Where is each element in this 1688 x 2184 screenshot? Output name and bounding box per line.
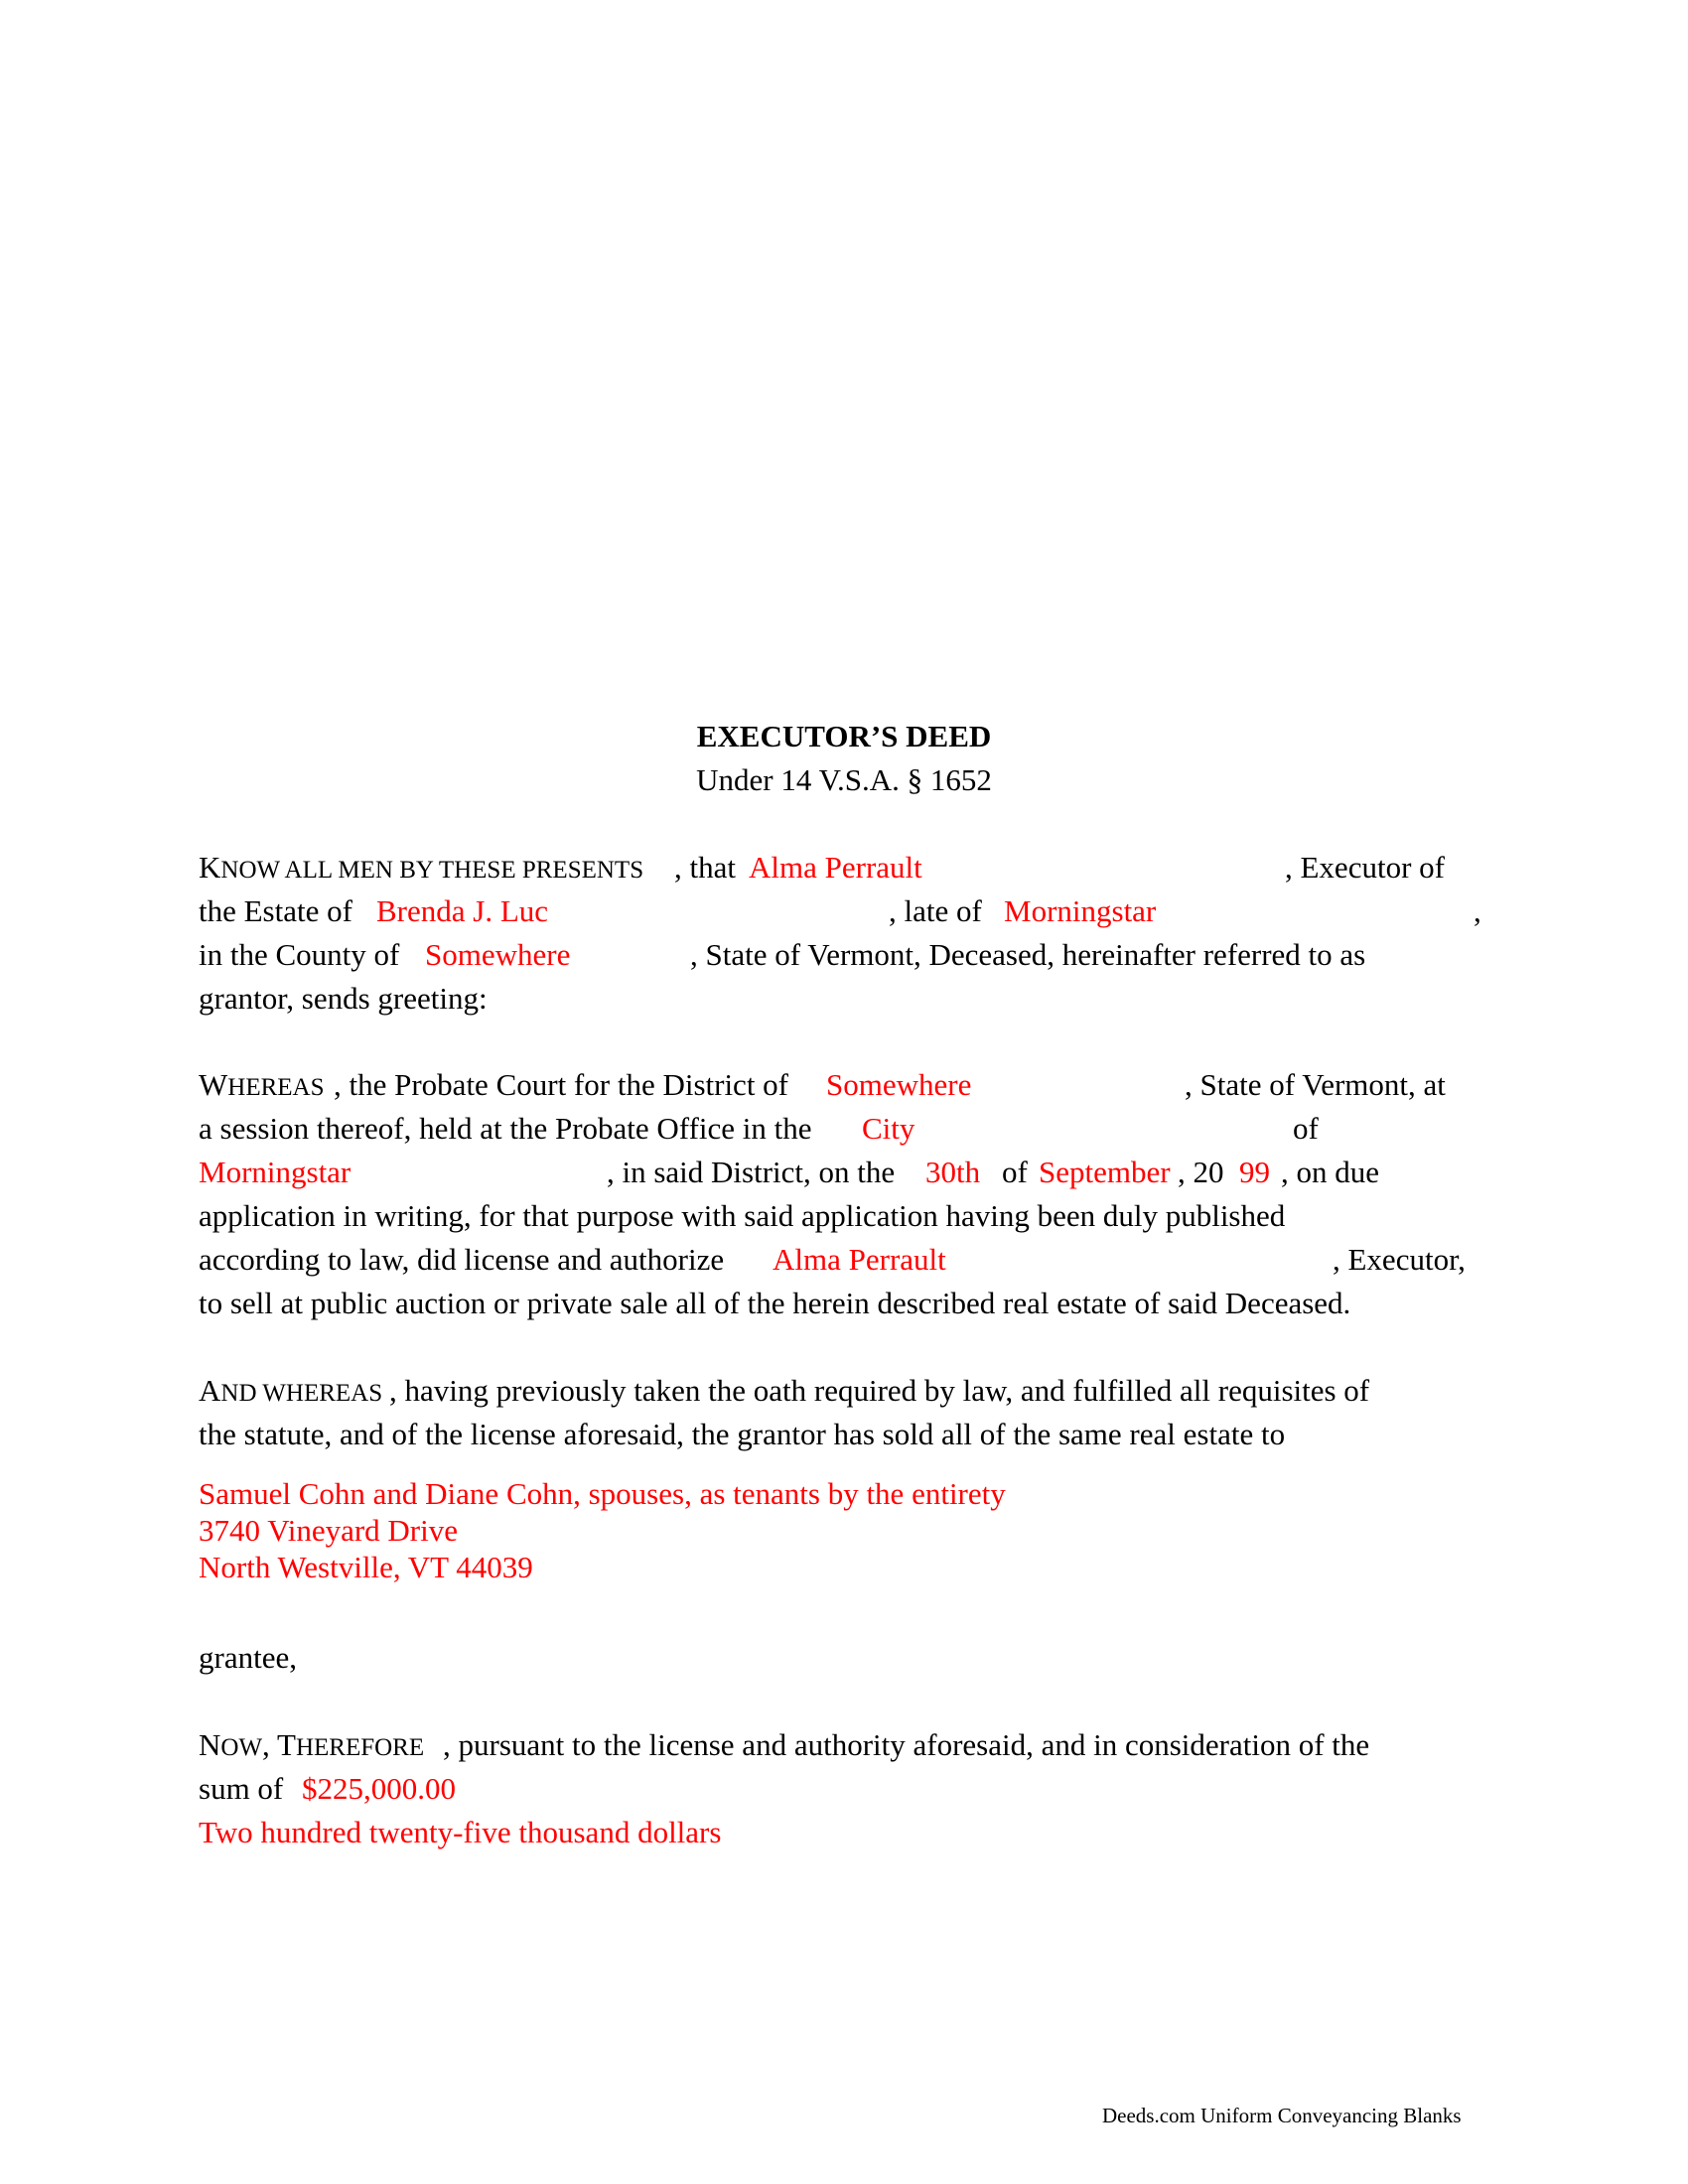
text-fragment: sum of xyxy=(199,1771,284,1806)
text-fragment: , having previously taken the oath required by law, and fulfilled all requisites of xyxy=(389,1373,1370,1408)
paragraph-and-whereas xyxy=(199,1369,1489,1456)
text-fragment: the statute, and of the license aforesaid, the grantor has sold all of the same real estate to xyxy=(199,1417,1286,1451)
text-fragment: , 20 xyxy=(1178,1155,1224,1189)
text-fragment: , xyxy=(1474,893,1481,928)
municipality-type-field[interactable]: City xyxy=(862,1111,915,1146)
text-fragment: of xyxy=(1293,1111,1319,1146)
lead-smallcaps: WHEREAS xyxy=(199,1067,325,1102)
lead-smallcaps: NOW, THEREFORE xyxy=(199,1727,425,1762)
text-fragment: , Executor of xyxy=(1285,850,1445,885)
text-fragment: application in writing, for that purpose with said application having been duly published xyxy=(199,1198,1286,1233)
text-fragment: , State of Vermont, Deceased, hereinafter referred to as xyxy=(690,937,1366,972)
grantee-street-field[interactable]: 3740 Vineyard Drive xyxy=(199,1513,459,1548)
grantee-label-block xyxy=(199,1636,1489,1680)
grantee-block xyxy=(199,1475,1489,1585)
text-fragment: , Executor, xyxy=(1333,1242,1466,1277)
paragraph-know-all-men xyxy=(199,846,1489,1021)
district-field[interactable]: Somewhere xyxy=(826,1067,972,1102)
executor-name-field[interactable]: Alma Perrault xyxy=(749,850,922,885)
year-field[interactable]: 99 xyxy=(1239,1155,1270,1189)
month-field[interactable]: September xyxy=(1039,1155,1171,1189)
text-fragment: , pursuant to the license and authority aforesaid, and in consideration of the xyxy=(443,1727,1370,1762)
text-fragment: the Estate of xyxy=(199,893,352,928)
amount-field[interactable]: $225,000.00 xyxy=(302,1771,456,1806)
executor-name-field-2[interactable]: Alma Perrault xyxy=(773,1242,946,1277)
text-fragment: , late of xyxy=(889,893,982,928)
text-fragment: a session thereof, held at the Probate Office in the xyxy=(199,1111,812,1146)
footer-text: Deeds.com Uniform Conveyancing Blanks xyxy=(1102,2104,1462,2127)
county-field[interactable]: Somewhere xyxy=(425,937,571,972)
text-fragment: grantor, sends greeting: xyxy=(199,981,488,1016)
text-fragment: , the Probate Court for the District of xyxy=(334,1067,789,1102)
lead-smallcaps: AND WHEREAS xyxy=(199,1373,383,1408)
lead-smallcaps: KNOW ALL MEN BY THESE PRESENTS xyxy=(199,850,644,885)
text-fragment: , that xyxy=(674,850,736,885)
text-fragment: according to law, did license and authorize xyxy=(199,1242,725,1277)
amount-words-field[interactable]: Two hundred twenty-five thousand dollars xyxy=(199,1815,722,1849)
municipality-field[interactable]: Morningstar xyxy=(199,1155,352,1189)
document-subtitle: Under 14 V.S.A. § 1652 xyxy=(696,762,992,797)
text-fragment: , State of Vermont, at xyxy=(1185,1067,1446,1102)
text-fragment: in the County of xyxy=(199,937,400,972)
grantee-names-field[interactable]: Samuel Cohn and Diane Cohn, spouses, as tenants by the entirety xyxy=(199,1476,1006,1511)
text-fragment: to sell at public auction or private sale all of the herein described real estate of said Deceased. xyxy=(199,1286,1351,1320)
paragraph-whereas xyxy=(199,1063,1489,1325)
paragraph-now-therefore xyxy=(199,1723,1489,1854)
deceased-name-field[interactable]: Brenda J. Luc xyxy=(376,893,549,928)
text-fragment: , in said District, on the xyxy=(607,1155,896,1189)
late-of-town-field[interactable]: Morningstar xyxy=(1004,893,1157,928)
text-fragment: , on due xyxy=(1281,1155,1380,1189)
grantee-city-field[interactable]: North Westville, VT 44039 xyxy=(199,1550,533,1584)
grantee-label: grantee, xyxy=(199,1640,297,1675)
text-fragment: of xyxy=(1002,1155,1028,1189)
day-field[interactable]: 30th xyxy=(925,1155,981,1189)
document-title: EXECUTOR’S DEED xyxy=(696,719,992,753)
